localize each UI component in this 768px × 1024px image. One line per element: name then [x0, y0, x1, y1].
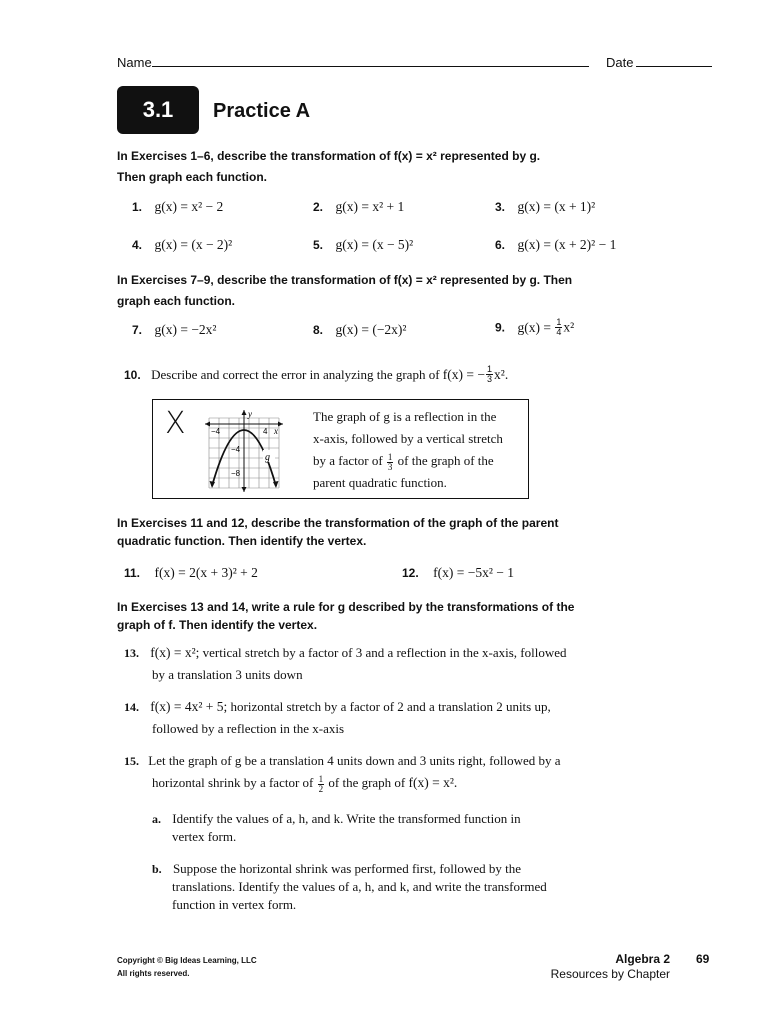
curve-label: g [265, 452, 270, 463]
tick-label-pos4: 4 [263, 427, 268, 436]
page-number: 69 [696, 952, 710, 966]
name-label: Name [117, 55, 152, 70]
instruction-4 [117, 598, 574, 634]
fraction-numerator: 1 [387, 451, 393, 462]
exercise-number: 9. [495, 320, 506, 335]
curve-arrow-right [273, 481, 279, 488]
exercise-4 [132, 236, 232, 254]
curve-arrow-left [210, 481, 216, 488]
instruction-3 [117, 514, 558, 550]
exercise-1 [132, 198, 223, 216]
exercise-number: 2. [313, 200, 324, 214]
exercise-number: 11. [124, 566, 141, 580]
error-box-text [313, 406, 525, 494]
exercise-expression-prefix: f(x) = − [442, 367, 486, 382]
exercise-text-line2: followed by a reflection in the x-axis [152, 721, 345, 736]
fraction-denominator: 3 [387, 461, 393, 472]
exercise-text-line2: by a translation 3 units down [152, 667, 303, 682]
fraction-numerator: 1 [556, 317, 562, 327]
fraction [387, 453, 394, 472]
exercise-8 [313, 321, 406, 339]
exercise-13 [124, 642, 567, 686]
exercise-expression-suffix: x² [563, 319, 575, 335]
exercise-number: 1. [132, 200, 143, 214]
part-text-line3: function in vertex form. [172, 897, 297, 912]
exercise-expression: f(x) = −5x² − 1 [433, 565, 515, 580]
exercise-expression: g(x) = (x − 5)² [335, 237, 414, 252]
resource-title: Resources by Chapter [550, 967, 670, 981]
exercise-expression: f(x) = 4x² + 5; [150, 699, 228, 714]
exercise-expression: f(x) = 2(x + 3)² + 2 [154, 565, 258, 580]
book-title: Algebra 2 [615, 952, 670, 966]
exercise-15a [152, 810, 521, 846]
exercise-number: 14. [124, 700, 139, 714]
exercise-text-line2 [152, 772, 561, 794]
name-line [152, 54, 589, 67]
exercise-5 [313, 236, 413, 254]
instruction-3-line1: In Exercises 11 and 12, describe the transformation of the graph of the parent [117, 516, 559, 530]
fraction [318, 775, 325, 794]
footer-book-info [545, 952, 670, 982]
tick-label-y-neg4: −4 [231, 445, 241, 454]
exercise-number: 13. [124, 646, 139, 660]
exercise-text: Describe and correct the error in analyzing the graph of [151, 367, 443, 382]
exercise-number: 12. [402, 566, 419, 580]
exercise-number: 15. [124, 754, 139, 768]
date-label: Date [606, 55, 634, 70]
exercise-number: 4. [132, 238, 143, 252]
error-text-line4: parent quadratic function. [313, 475, 447, 490]
exercise-number: 10. [124, 368, 141, 382]
exercise-2 [313, 198, 404, 216]
part-label: a. [152, 812, 161, 826]
exercise-expression-suffix: x². [494, 367, 509, 382]
error-graph [203, 408, 285, 492]
line2-suffix: of the graph of [325, 775, 409, 790]
exercise-15b [152, 860, 547, 914]
exercise-number: 7. [132, 323, 143, 337]
exercise-expression: g(x) = (−2x)² [335, 322, 407, 337]
footer-copyright [117, 954, 257, 980]
error-text-line3-prefix: by a factor of [313, 453, 386, 468]
part-text-line1: Suppose the horizontal shrink was performed first, followed by the [172, 861, 521, 876]
fraction [555, 318, 562, 337]
exercise-12 [402, 564, 514, 582]
exercise-11 [124, 564, 258, 582]
x-axis-arrow-left [205, 422, 210, 427]
exercise-6 [495, 236, 616, 254]
tick-label-neg4: −4 [211, 427, 221, 436]
exercise-number: 6. [495, 238, 506, 252]
exercise-number: 5. [313, 238, 324, 252]
fraction [486, 365, 493, 384]
section-number-badge: 3.1 [117, 86, 199, 134]
y-axis-arrow-down [242, 487, 247, 492]
fraction-denominator: 4 [556, 327, 562, 337]
fraction-numerator: 1 [318, 773, 324, 784]
error-text-line3 [313, 450, 525, 472]
exercise-14 [124, 696, 551, 740]
error-text-line2: x-axis, followed by a vertical stretch [313, 431, 503, 446]
instruction-1-line2: Then graph each function. [117, 170, 268, 184]
part-text-line2: vertex form. [172, 829, 237, 844]
exercise-number: 3. [495, 200, 506, 214]
x-axis-label: x [274, 426, 278, 436]
instruction-1-line1: In Exercises 1–6, describe the transformation of f(x) = x² represented by g. [117, 149, 541, 163]
y-axis-arrow-up [242, 410, 247, 415]
instruction-1 [117, 146, 540, 188]
error-text-line3-suffix: of the graph of the [394, 453, 494, 468]
line2-prefix: horizontal shrink by a factor of [152, 775, 317, 790]
part-text-line2: translations. Identify the values of a, h, and k, and write the transformed [172, 879, 547, 894]
part-label: b. [152, 862, 162, 876]
exercise-expression-prefix: g(x) = [517, 319, 555, 335]
error-analysis-box [152, 399, 529, 499]
part-text-line1: Identify the values of a, h, and k. Write the transformed function in [172, 811, 521, 826]
exercise-expression: f(x) = x². [408, 775, 458, 790]
date-line [636, 54, 712, 67]
fraction-denominator: 3 [487, 374, 493, 385]
exercise-15 [124, 750, 561, 794]
date-field [606, 54, 712, 70]
exercise-expression: f(x) = x²; [150, 645, 200, 660]
exercise-3 [495, 198, 595, 216]
exercise-number: 8. [313, 323, 324, 337]
tick-label-y-neg8: −8 [231, 469, 241, 478]
exercise-7 [132, 321, 216, 339]
instruction-2 [117, 270, 572, 312]
fraction-denominator: 2 [318, 783, 324, 794]
exercise-expression: g(x) = (x + 2)² − 1 [517, 237, 617, 252]
error-x-mark: X [165, 406, 186, 441]
exercise-text-line1: horizontal stretch by a factor of 2 and a translation 2 units up, [230, 699, 551, 714]
section-title: Practice A [213, 100, 311, 122]
instruction-2-line2: graph each function. [117, 294, 236, 308]
error-text-line1: The graph of g is a reflection in the [313, 409, 497, 424]
fraction-numerator: 1 [487, 364, 493, 375]
instruction-4-line1: In Exercises 13 and 14, write a rule for g described by the transformations of the [117, 600, 575, 614]
exercise-expression: g(x) = x² + 1 [335, 199, 405, 214]
exercise-expression: g(x) = (x − 2)² [154, 237, 233, 252]
x-axis-arrow-right [278, 422, 283, 427]
exercise-expression: g(x) = −2x² [154, 322, 217, 337]
instruction-3-line2: quadratic function. Then identify the vertex. [117, 534, 367, 548]
exercise-text-line1: vertical stretch by a factor of 3 and a reflection in the x-axis, followed [202, 645, 567, 660]
rights-text: All rights reserved. [117, 969, 190, 978]
copyright-text: Copyright © Big Ideas Learning, LLC [117, 956, 257, 965]
exercise-expression: g(x) = (x + 1)² [517, 199, 596, 214]
instruction-4-line2: graph of f. Then identify the vertex. [117, 618, 318, 632]
exercise-9 [495, 318, 574, 337]
instruction-2-line1: In Exercises 7–9, describe the transformation of f(x) = x² represented by g. Then [117, 273, 573, 287]
exercise-10 [124, 364, 508, 386]
exercise-expression: g(x) = x² − 2 [154, 199, 224, 214]
exercise-text-line1: Let the graph of g be a translation 4 units down and 3 units right, followed by a [148, 753, 561, 768]
y-axis-label: y [248, 409, 252, 419]
name-field [117, 54, 589, 70]
